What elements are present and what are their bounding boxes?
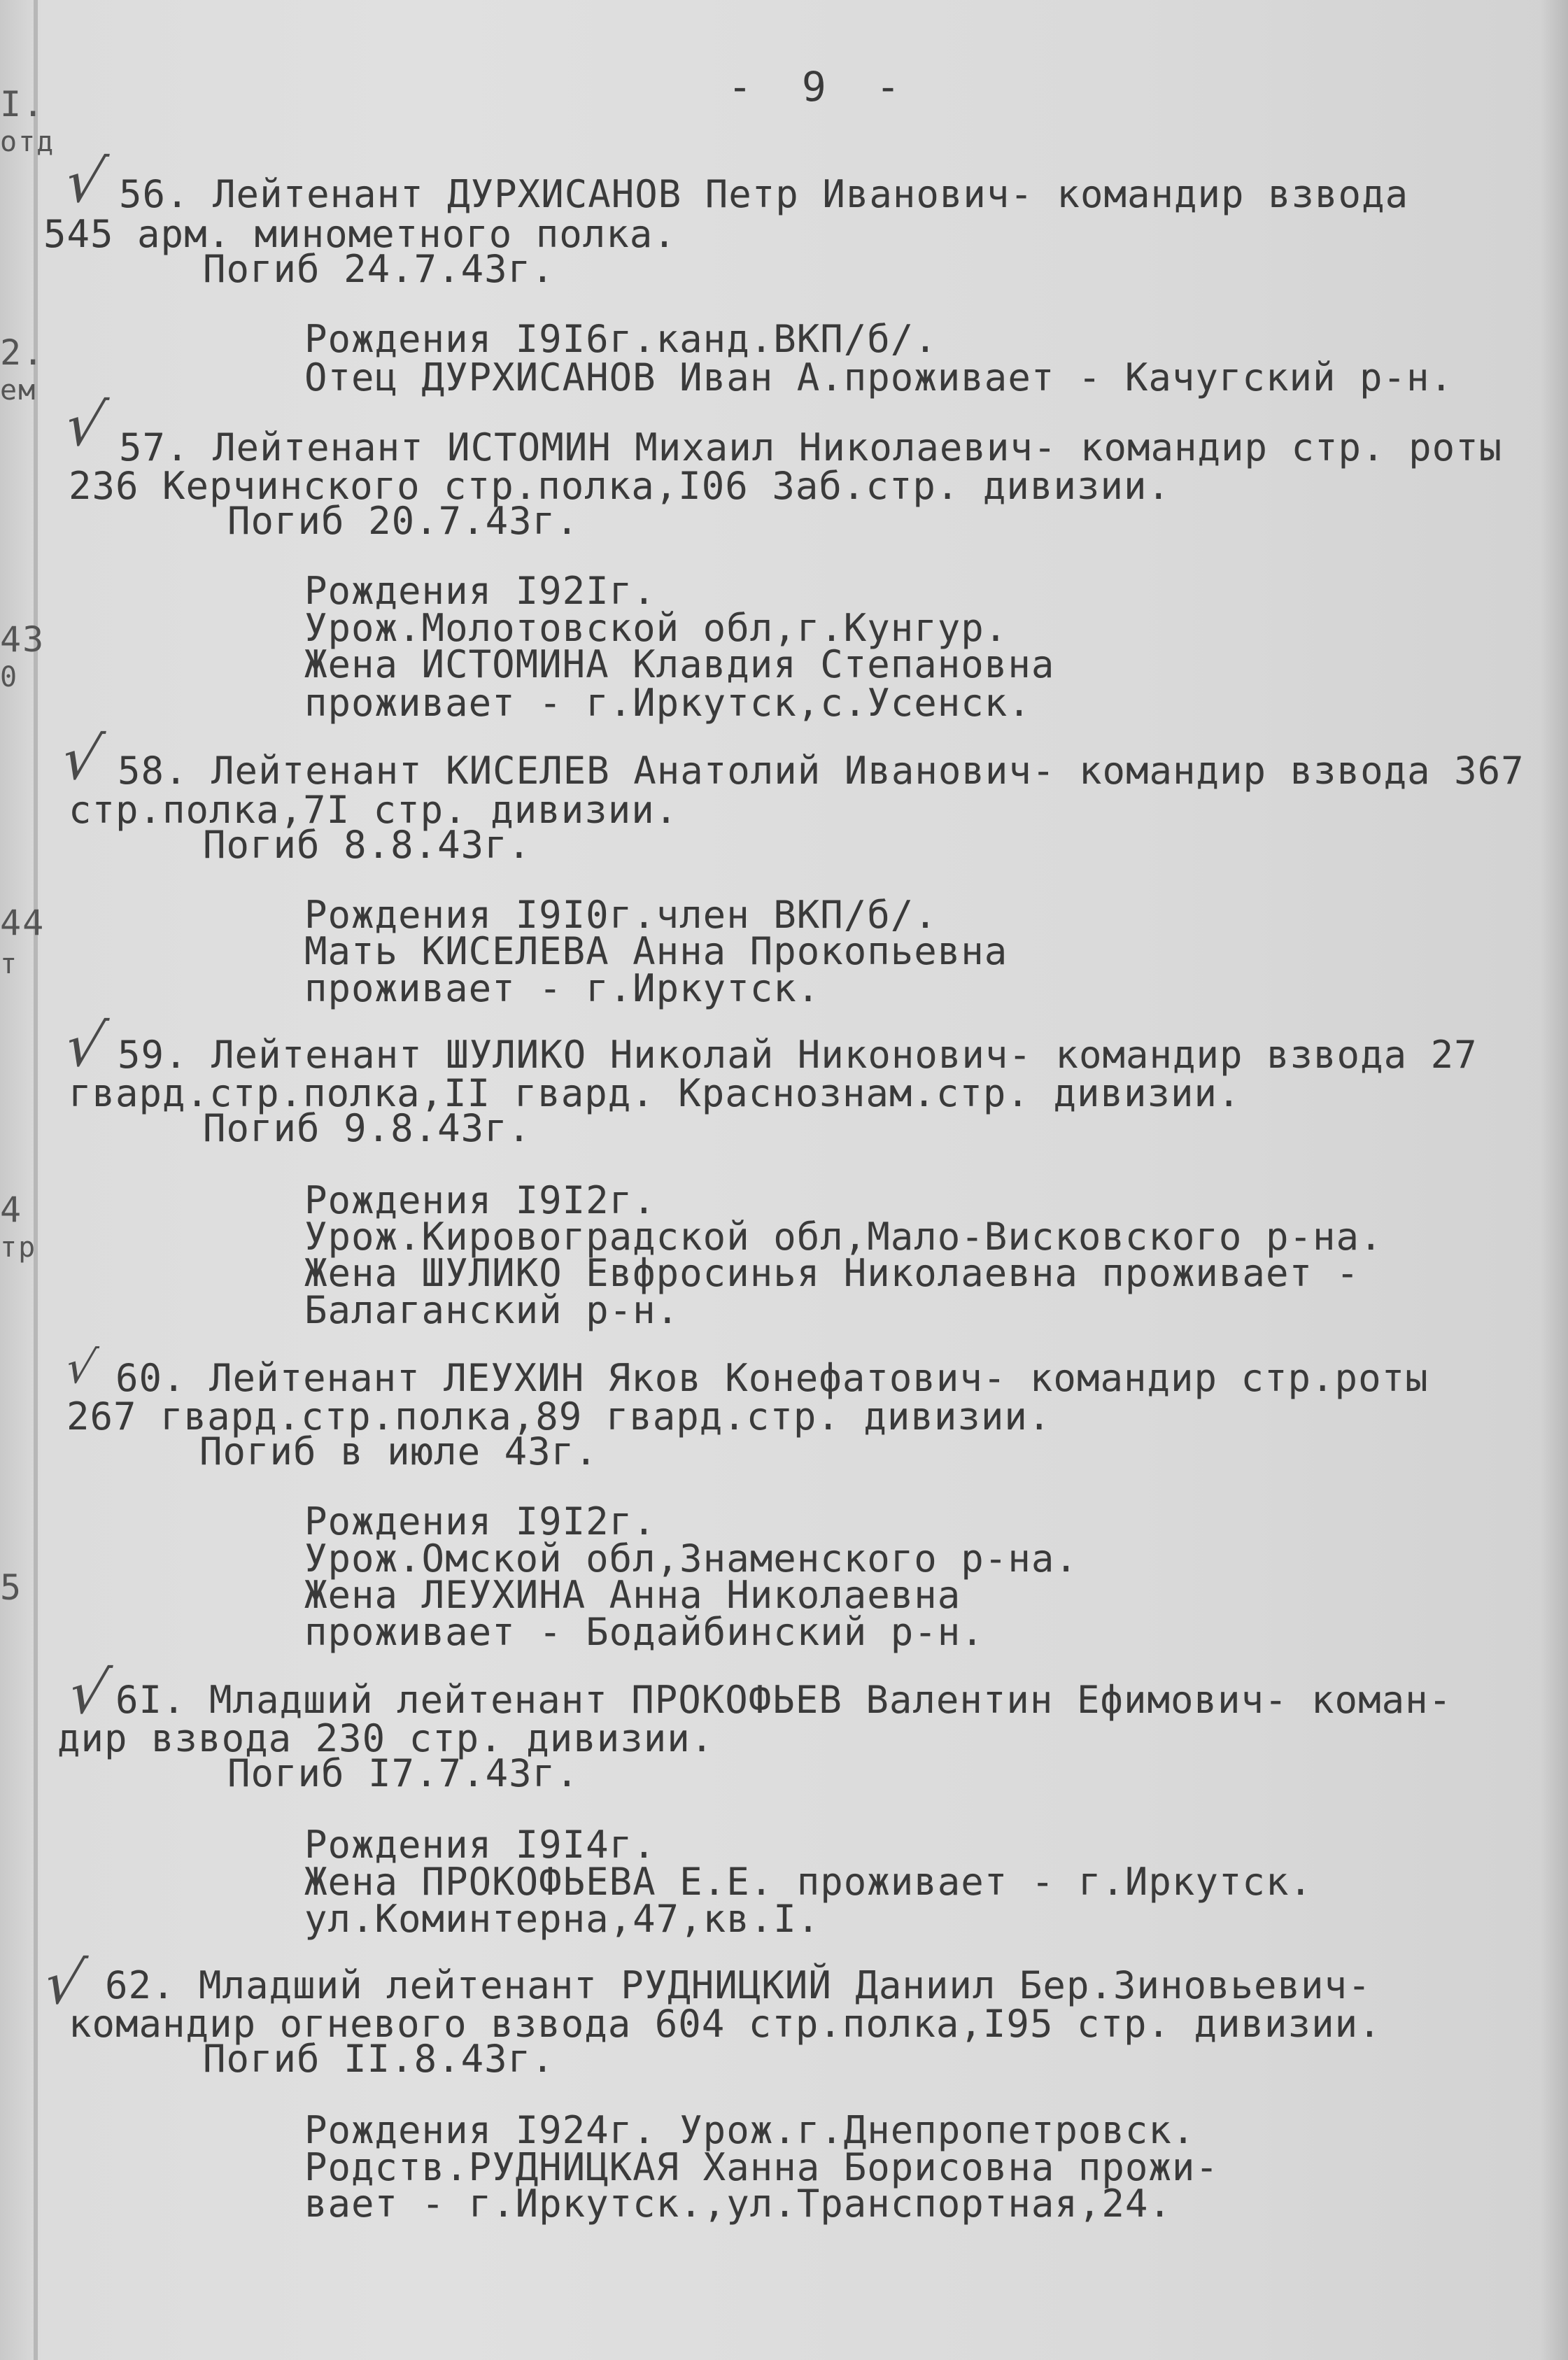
page-number: - 9 - [728,63,913,111]
entry-58-death: Погиб 8.8.43г. [203,823,532,867]
entry-62-address: вает - г.Иркутск.,ул.Транспортная,24. [304,2182,1172,2226]
entry-56-header: 56. Лейтенант ДУРХИСАНОВ Петр Иванович- командир взвода [119,172,1409,216]
entry-60-unit: 267 гвард.стр.полка,89 гвард.стр. дивизии. [66,1394,1052,1439]
check-mark-icon: √ [38,1949,90,2017]
entry-60-header: 60. Лейтенант ЛЕУХИН Яков Конефатович- командир стр.роты [115,1356,1429,1400]
check-mark-icon: √ [61,1342,101,1394]
entry-60-relative: Жена ЛЕУХИНА Анна Николаевна [304,1573,961,1617]
entry-58-unit: стр.полка,7I стр. дивизии. [69,788,679,832]
entry-62-relative: Родств.РУДНИЦКАЯ Ханна Борисовна прожи- [304,2145,1219,2189]
entry-57-unit: 236 Керчинского стр.полка,I06 Заб.стр. дивизии. [69,464,1171,508]
margin-fragment: отд [0,126,55,158]
entry-59-birthplace: Урож.Кировоградской обл,Мало-Висковского р-на. [304,1215,1383,1259]
entry-60-death: Погиб в июле 43г. [199,1429,598,1474]
entry-59-birth: Рождения I9I2г. [304,1178,656,1222]
margin-fragment: т [0,948,19,980]
check-mark-icon: √ [55,724,108,793]
margin-fragment: ем [0,374,37,407]
entry-60-birth: Рождения I9I2г. [304,1499,656,1543]
entry-58-relative: Мать КИСЕЛЕВА Анна Прокопьевна [304,929,1008,973]
entry-62-birth: Рождения I924г. Урож.г.Днепропетровск. [304,2108,1196,2152]
check-mark-icon: √ [59,147,111,215]
margin-fragment: I. [0,84,45,125]
entry-61-birth: Рождения I9I4г. [304,1823,656,1867]
entry-62-header: 62. Младший лейтенант РУДНИЦКИЙ Даниил Бер.Зиновьевич- [105,1963,1371,2007]
page-edge-shadow [1540,0,1568,2360]
entry-59-address: Балаганский р-н. [304,1288,680,1332]
entry-61-death: Погиб I7.7.43г. [227,1751,579,1795]
entry-61-address: ул.Коминтерна,47,кв.I. [304,1897,821,1941]
entry-59-unit: гвард.стр.полка,II гвард. Краснознам.стр. дивизии. [69,1071,1241,1115]
entry-62-unit: командир огневого взвода 604 стр.полка,I95 стр. дивизии. [69,2002,1382,2046]
entry-58-address: проживает - г.Иркутск. [304,966,821,1010]
margin-fragment: 0 [0,661,19,693]
entry-57-death: Погиб 20.7.43г. [227,499,579,543]
entry-57-birth: Рождения I92Iг. [304,569,656,613]
margin-fragment: 2. [0,332,45,373]
margin-fragment: 44 [0,903,45,943]
entry-57-relative: Жена ИСТОМИНА Клавдия Степановна [304,642,1055,686]
check-mark-icon: √ [62,1658,115,1727]
entry-61-relative: Жена ПРОКОФЬЕВА Е.Е. проживает - г.Иркутск. [304,1860,1313,1904]
entry-59-death: Погиб 9.8.43г. [203,1106,532,1150]
entry-58-header: 58. Лейтенант КИСЕЛЕВ Анатолий Иванович- командир взвода 367 [118,749,1525,793]
margin-fragment: 4 [0,1189,23,1230]
entry-56-death: Погиб 24.7.43г. [203,247,555,291]
margin-fragment: 5 [0,1567,23,1608]
entry-57-header: 57. Лейтенант ИСТОМИН Михаил Николаевич- командир стр. роты [119,425,1503,469]
entry-60-address: проживает - Бодайбинский р-н. [304,1610,984,1654]
entry-56-unit: 545 арм. минометного полка. [43,212,677,256]
entry-59-header: 59. Лейтенант ШУЛИКО Николай Никонович- командир взвода 27 [118,1033,1478,1077]
entry-62-death: Погиб II.8.43г. [203,2037,555,2081]
entry-61-header: 6I. Младший лейтенант ПРОКОФЬЕВ Валентин Ефимович- коман- [115,1678,1453,1722]
entry-59-relative: Жена ШУЛИКО Евфросинья Николаевна проживает - [304,1251,1359,1295]
check-mark-icon: √ [59,1011,111,1080]
check-mark-icon: √ [59,390,111,459]
entry-60-birthplace: Урож.Омской обл,Знаменского р-на. [304,1536,1078,1581]
entry-56-relative: Отец ДУРХИСАНОВ Иван А.проживает - Качугский р-н. [304,355,1454,400]
entry-61-unit: дир взвода 230 стр. дивизии. [57,1716,714,1760]
entry-57-birthplace: Урож.Молотовской обл,г.Кунгур. [304,606,1008,650]
margin-fragment: тр [0,1231,37,1264]
entry-57-address: проживает - г.Иркутск,с.Усенск. [304,681,1031,725]
entry-58-birth: Рождения I9I0г.член ВКП/б/. [304,893,938,937]
margin-fragment: 43 [0,619,45,660]
entry-56-birth: Рождения I9I6г.канд.ВКП/б/. [304,317,938,361]
